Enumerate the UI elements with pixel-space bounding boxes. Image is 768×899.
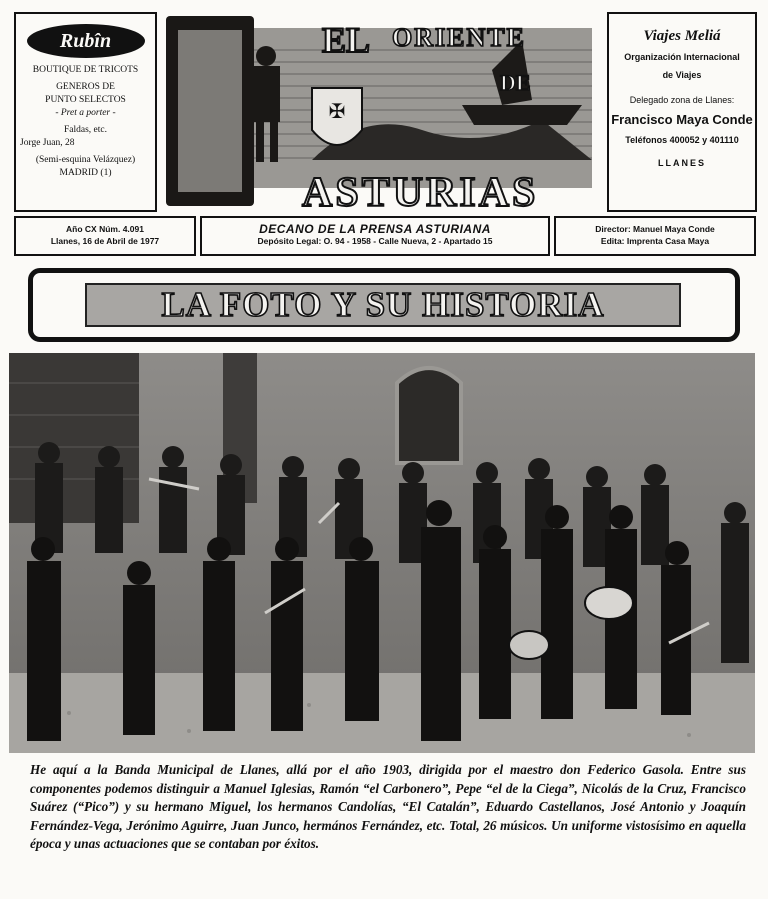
masthead-word-oriente: ORIENTE bbox=[392, 23, 526, 52]
ad-text: Delegado zona de Llanes: bbox=[629, 95, 735, 105]
issue-number: Año CX Núm. 4.091 bbox=[66, 224, 144, 234]
ad-text: - Pret a porter - bbox=[55, 108, 116, 118]
ad-city: LLANES bbox=[658, 158, 706, 168]
editorial-info bbox=[554, 216, 756, 256]
ad-text: de Viajes bbox=[662, 70, 702, 80]
tagline-heading: DECANO DE LA PRENSA ASTURIANA bbox=[259, 222, 491, 236]
issue-info bbox=[14, 216, 196, 256]
historic-band-photo bbox=[9, 353, 755, 753]
advertisement-viajes-melia bbox=[607, 12, 757, 212]
ad-text: MADRID (1) bbox=[59, 168, 112, 178]
ad-contact-name: Francisco Maya Conde bbox=[611, 112, 753, 127]
legal-deposit: Depósito Legal: O. 94 - 1958 - Calle Nueva, 2 - Apartado 15 bbox=[257, 236, 493, 246]
rubin-logo: Rubîn bbox=[27, 24, 145, 58]
ad-text: PUNTO SELECTOS bbox=[45, 95, 126, 105]
ad-phones: Teléfonos 400052 y 401110 bbox=[625, 135, 739, 145]
section-banner bbox=[28, 268, 740, 342]
ad-text: Faldas, etc. bbox=[63, 125, 107, 135]
publisher: Edita: Imprenta Casa Maya bbox=[600, 236, 710, 246]
masthead-word-de: DE bbox=[500, 70, 531, 95]
director: Director: Manuel Maya Conde bbox=[595, 224, 715, 234]
photo-caption: He aquí a la Banda Municipal de Llanes, allá por el año 1903, dirigida por el maestro don Federico Gasola. Entre sus componentes podemos distinguir a Manuel Iglesias, Ramón “el Carbonero”, Pepe “el de la Ciega”, Nicolás de la Cruz, Francisco Suárez (“Pico”) y su hermano Miguel, los hermanos Candolías, “El Catalán”, Eduardo Castellanos, José Antonio y Joaquín Fernández-Vega, Jerónimo Aguirre, Juan Junco, hermános Fernández, etc. Total, 26 músicos. Un uniforme vistosísimo en aquella época y unas actuaciones que se contaban por éxitos. bbox=[30, 762, 746, 851]
svg-text:✠: ✠ bbox=[328, 101, 346, 123]
band-photograph bbox=[9, 353, 755, 753]
ad-text: Jorge Juan, 28 bbox=[20, 138, 75, 148]
masthead-word-asturias: ASTURIAS bbox=[302, 170, 539, 214]
advertisement-rubin bbox=[14, 12, 157, 212]
ad-text: GENEROS DE bbox=[56, 82, 115, 92]
ad-title: Viajes Meliá bbox=[643, 28, 721, 44]
ad-text: (Semi-esquina Velázquez) bbox=[35, 155, 136, 165]
masthead-illustration bbox=[162, 10, 602, 214]
section-title: LA FOTO Y SU HISTORIA bbox=[85, 283, 681, 327]
issue-date: Llanes, 16 de Abril de 1977 bbox=[50, 236, 160, 246]
masthead-word-el: EL bbox=[322, 20, 371, 60]
ad-text: BOUTIQUE DE TRICOTS bbox=[32, 65, 139, 75]
newspaper-masthead bbox=[162, 10, 602, 214]
ad-text: Organización Internacional bbox=[624, 52, 740, 62]
newspaper-tagline bbox=[200, 216, 550, 256]
